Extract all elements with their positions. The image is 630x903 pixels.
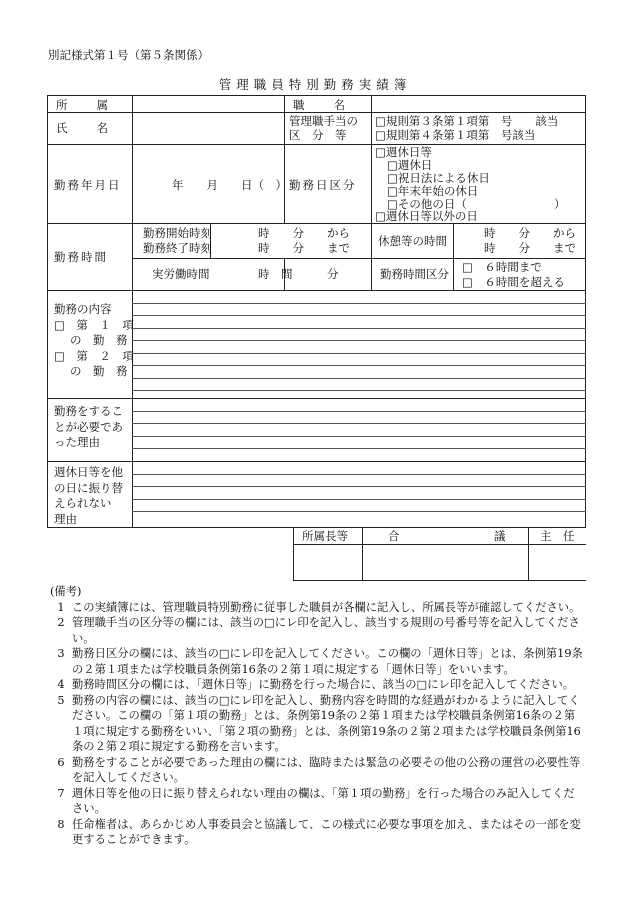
approval-council-label: 合: [388, 529, 400, 543]
approval-head-label: 所属長等: [302, 529, 348, 543]
allowance-label-2: 区 分 等: [289, 128, 347, 142]
break-from-value[interactable]: 時 分 から: [484, 226, 576, 240]
allowance-label-1: 管理職手当の: [289, 114, 358, 128]
start-time-value[interactable]: 時 分 から: [258, 226, 350, 240]
note-number: 7: [57, 786, 65, 800]
hours-class-option-2[interactable]: □ ６時間を超える: [462, 275, 565, 289]
approval-council-label: 議: [494, 529, 506, 543]
day-type-bracket: ）: [554, 197, 566, 211]
note-item: [50, 786, 585, 817]
content-label: 勤務の内容 □ 第 １ 項 の 勤 務 □ 第 ２ 項 の 勤 務: [54, 302, 134, 378]
date-label: 勤務年月日: [54, 178, 122, 192]
page-title: 管理職員特別勤務実績簿: [218, 77, 412, 92]
approval-head-seal[interactable]: [294, 545, 362, 580]
position-label: 職 名: [293, 98, 347, 112]
note-item: [50, 817, 585, 848]
actual-hours-label: 実労働時間: [152, 267, 210, 281]
note-number: 5: [57, 693, 65, 707]
day-type-option[interactable]: □週休日等: [375, 145, 432, 159]
allowance-option-1[interactable]: □規則第３条第１項第 号 該当: [375, 114, 559, 128]
note-text: 週休日等を他の日に振り替えられない理由の欄は、「第１項の勤務」を行った場合のみ記入してください。: [72, 786, 575, 815]
note-text: この実績簿には、管理職員特別勤務に従事した職員が各欄に記入し、所属長等が確認してください。: [72, 600, 581, 614]
approval-chief-seal[interactable]: [529, 545, 585, 580]
allowance-option-2[interactable]: □規則第４条第１項第 号該当: [375, 128, 536, 142]
note-item: [50, 755, 585, 786]
affiliation-label: 所 属: [56, 98, 110, 112]
start-time-label: 勤務開始時刻: [143, 226, 212, 240]
note-text: 任命権者は、あらかじめ人事委員会と協議して、この様式に必要な事項を加え、またはその一部を変更することができます。: [72, 817, 581, 846]
note-item: [50, 677, 585, 693]
note-number: 1: [57, 600, 65, 614]
note-item: [50, 615, 585, 646]
transfer-label: 週休日等を他 の日に振り替 えられない 理由: [54, 465, 123, 526]
day-type-option[interactable]: □週休日: [387, 158, 433, 172]
reason-lines[interactable]: [132, 399, 586, 449]
actual-hours-value[interactable]: 時 間 分: [258, 267, 339, 281]
content-lines[interactable]: [132, 291, 586, 391]
day-type-option[interactable]: □週休日等以外の日: [375, 209, 478, 223]
break-label: 休憩等の時間: [378, 234, 447, 248]
notes-section: [50, 584, 585, 848]
note-number: 2: [57, 616, 65, 629]
hours-class-option-1[interactable]: □ ６時間まで: [462, 260, 542, 274]
note-number: 8: [57, 817, 65, 831]
note-text: 勤務をすることが必要であった理由の欄には、臨時または緊急の必要その他の公務の運営の必要性等を記入してください。: [72, 755, 581, 784]
note-number: 4: [57, 678, 65, 691]
day-type-option[interactable]: □年末年始の休日: [387, 184, 479, 198]
date-value[interactable]: 年 月 日（ ）: [172, 178, 287, 192]
note-item: [50, 646, 585, 677]
approval-council-seal[interactable]: [363, 545, 528, 580]
note-text: 管理職手当の区分等の欄には、該当の□にレ印を記入し、該当する規則の号番号等を記入してください。: [72, 616, 580, 645]
name-label: 氏 名: [56, 121, 110, 135]
day-type-option[interactable]: □その他の日（: [387, 197, 467, 211]
day-type-label: 勤務日区分: [289, 178, 357, 192]
hours-class-label: 勤務時間区分: [380, 267, 449, 281]
day-type-option[interactable]: □祝日法による休日: [387, 171, 490, 185]
form-number: 別記様式第１号（第５条関係）: [48, 48, 209, 62]
note-text: 勤務の内容の欄には、該当の□にレ印を記入し、勤務内容を時間的な経過がわかるように記入してください。この欄の「第１項の勤務」とは、条例第19条の２第１項または学校職員条例第16条の２第１項に規定する勤務をいい、「第２項の勤務」とは、条例第19条の２第２項または学校職員条例第16条の２第２項に規定する勤務を言います。: [72, 693, 581, 753]
notes-title: (備考): [50, 585, 82, 598]
note-text: 勤務日区分の欄には、該当の□にレ印を記入してください。この欄の「週休日等」とは、条例第19条の２第１項または学校職員条例第16条の２第１項に規定する「週休日等」をいいます。: [72, 647, 583, 676]
transfer-lines[interactable]: [132, 462, 586, 512]
note-item: [50, 693, 585, 755]
hours-label: 勤務時間: [54, 250, 108, 264]
note-item: [50, 600, 585, 616]
end-time-value[interactable]: 時 分 まで: [258, 241, 350, 255]
approval-chief-label: 主 任: [540, 529, 575, 543]
end-time-label: 勤務終了時刻: [143, 241, 212, 255]
reason-label: 勤務をするこ とが必要であ った理由: [54, 404, 123, 449]
note-number: 6: [57, 755, 65, 769]
break-to-value[interactable]: 時 分 まで: [484, 241, 576, 255]
note-text: 勤務時間区分の欄には、「週休日等」に勤務を行った場合に、該当の□にレ印を記入してください。: [72, 678, 575, 691]
note-number: 3: [57, 647, 65, 660]
